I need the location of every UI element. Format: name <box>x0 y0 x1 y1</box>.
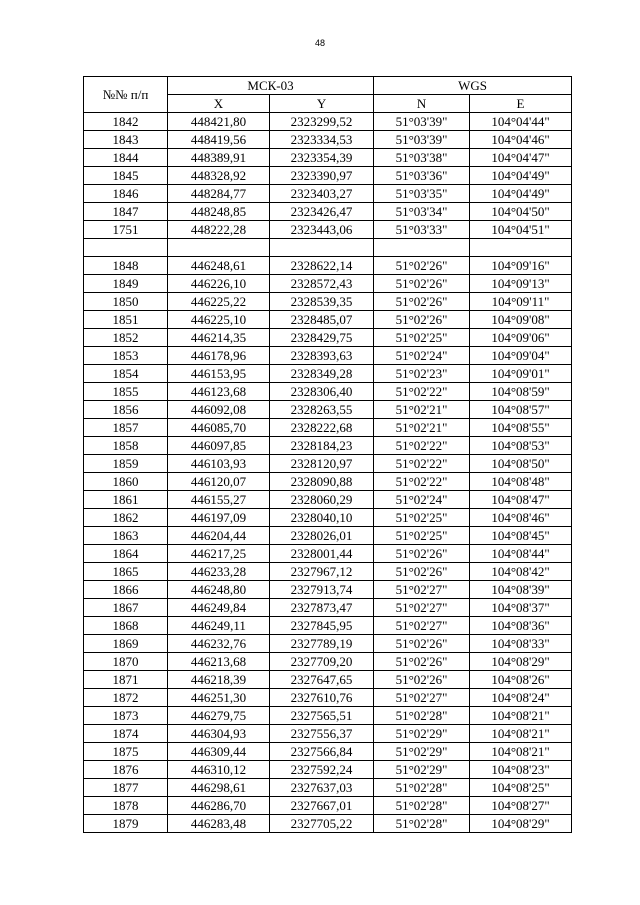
cell-number: 1862 <box>84 509 168 527</box>
coordinates-table <box>83 76 572 833</box>
cell-x: 448222,28 <box>168 221 270 239</box>
cell-n: 51°03'38" <box>374 149 470 167</box>
table-row <box>84 653 572 671</box>
cell-number: 1876 <box>84 761 168 779</box>
table-row <box>84 347 572 365</box>
cell-x <box>168 239 270 257</box>
cell-e: 104°08'23" <box>470 761 572 779</box>
cell-x: 446251,30 <box>168 689 270 707</box>
cell-n: 51°02'28" <box>374 707 470 725</box>
cell-e: 104°08'36" <box>470 617 572 635</box>
cell-e: 104°04'51" <box>470 221 572 239</box>
cell-number: 1873 <box>84 707 168 725</box>
cell-y: 2327610,76 <box>270 689 374 707</box>
cell-y: 2328572,43 <box>270 275 374 293</box>
table-body <box>84 113 572 833</box>
cell-number: 1864 <box>84 545 168 563</box>
cell-number: 1867 <box>84 599 168 617</box>
cell-number: 1857 <box>84 419 168 437</box>
cell-number: 1869 <box>84 635 168 653</box>
table-row <box>84 761 572 779</box>
cell-n: 51°02'22" <box>374 455 470 473</box>
table-row <box>84 545 572 563</box>
cell-y: 2328184,23 <box>270 437 374 455</box>
header-n: N <box>374 95 470 113</box>
table-row <box>84 293 572 311</box>
cell-e: 104°08'47" <box>470 491 572 509</box>
cell-e: 104°08'45" <box>470 527 572 545</box>
cell-y: 2328349,28 <box>270 365 374 383</box>
cell-y: 2327566,84 <box>270 743 374 761</box>
cell-number: 1853 <box>84 347 168 365</box>
cell-x: 446217,25 <box>168 545 270 563</box>
cell-x: 446103,93 <box>168 455 270 473</box>
cell-number: 1865 <box>84 563 168 581</box>
cell-number: 1848 <box>84 257 168 275</box>
cell-number: 1870 <box>84 653 168 671</box>
cell-n: 51°02'28" <box>374 779 470 797</box>
cell-number: 1878 <box>84 797 168 815</box>
cell-n: 51°02'26" <box>374 671 470 689</box>
cell-n: 51°02'25" <box>374 527 470 545</box>
cell-e: 104°04'44" <box>470 113 572 131</box>
cell-number: 1849 <box>84 275 168 293</box>
table-row <box>84 707 572 725</box>
cell-n: 51°03'33" <box>374 221 470 239</box>
cell-e: 104°08'59" <box>470 383 572 401</box>
cell-number: 1868 <box>84 617 168 635</box>
table-row <box>84 581 572 599</box>
cell-x: 446248,80 <box>168 581 270 599</box>
cell-x: 446120,07 <box>168 473 270 491</box>
cell-n: 51°02'27" <box>374 581 470 599</box>
cell-e: 104°09'08" <box>470 311 572 329</box>
cell-e <box>470 239 572 257</box>
cell-e: 104°08'21" <box>470 707 572 725</box>
cell-n: 51°02'24" <box>374 491 470 509</box>
cell-y: 2327789,19 <box>270 635 374 653</box>
cell-n: 51°02'25" <box>374 509 470 527</box>
cell-y: 2323334,53 <box>270 131 374 149</box>
cell-n: 51°03'34" <box>374 203 470 221</box>
cell-n: 51°02'27" <box>374 689 470 707</box>
cell-number: 1843 <box>84 131 168 149</box>
cell-x: 446213,68 <box>168 653 270 671</box>
table-row <box>84 527 572 545</box>
cell-y: 2323403,27 <box>270 185 374 203</box>
cell-e: 104°08'42" <box>470 563 572 581</box>
cell-y: 2328090,88 <box>270 473 374 491</box>
cell-number: 1856 <box>84 401 168 419</box>
table-row <box>84 311 572 329</box>
cell-x: 446249,11 <box>168 617 270 635</box>
cell-n <box>374 239 470 257</box>
table-row <box>84 437 572 455</box>
cell-number: 1858 <box>84 437 168 455</box>
cell-x: 446249,84 <box>168 599 270 617</box>
cell-y: 2327845,95 <box>270 617 374 635</box>
table-row <box>84 797 572 815</box>
cell-number: 1751 <box>84 221 168 239</box>
header-x: X <box>168 95 270 113</box>
page-number: 48 <box>314 38 325 48</box>
table-row <box>84 743 572 761</box>
cell-x: 446309,44 <box>168 743 270 761</box>
cell-n: 51°02'26" <box>374 545 470 563</box>
cell-e: 104°08'46" <box>470 509 572 527</box>
cell-number: 1854 <box>84 365 168 383</box>
cell-e: 104°04'46" <box>470 131 572 149</box>
cell-n: 51°02'26" <box>374 653 470 671</box>
cell-number: 1875 <box>84 743 168 761</box>
cell-n: 51°02'26" <box>374 563 470 581</box>
cell-e: 104°09'11" <box>470 293 572 311</box>
cell-e: 104°08'33" <box>470 635 572 653</box>
cell-n: 51°02'26" <box>374 257 470 275</box>
cell-x: 448389,91 <box>168 149 270 167</box>
cell-x: 446232,76 <box>168 635 270 653</box>
table-row <box>84 365 572 383</box>
cell-n: 51°02'22" <box>374 437 470 455</box>
cell-n: 51°02'26" <box>374 635 470 653</box>
cell-x: 446279,75 <box>168 707 270 725</box>
cell-e: 104°08'29" <box>470 815 572 833</box>
cell-x: 446197,09 <box>168 509 270 527</box>
cell-x: 446085,70 <box>168 419 270 437</box>
cell-n: 51°03'35" <box>374 185 470 203</box>
table-row <box>84 113 572 131</box>
cell-number: 1877 <box>84 779 168 797</box>
cell-n: 51°03'36" <box>374 167 470 185</box>
cell-y: 2323443,06 <box>270 221 374 239</box>
cell-x: 448284,77 <box>168 185 270 203</box>
cell-number: 1852 <box>84 329 168 347</box>
cell-y: 2327967,12 <box>270 563 374 581</box>
cell-e: 104°09'16" <box>470 257 572 275</box>
table-row <box>84 509 572 527</box>
table-row <box>84 563 572 581</box>
cell-y: 2327873,47 <box>270 599 374 617</box>
cell-e: 104°08'24" <box>470 689 572 707</box>
cell-x: 446225,10 <box>168 311 270 329</box>
cell-y: 2328485,07 <box>270 311 374 329</box>
table-row <box>84 401 572 419</box>
cell-n: 51°02'22" <box>374 383 470 401</box>
cell-y: 2328026,01 <box>270 527 374 545</box>
cell-e: 104°08'44" <box>470 545 572 563</box>
table-row <box>84 149 572 167</box>
cell-number: 1866 <box>84 581 168 599</box>
cell-y: 2327556,37 <box>270 725 374 743</box>
cell-y: 2328429,75 <box>270 329 374 347</box>
cell-x: 446298,61 <box>168 779 270 797</box>
cell-x: 446218,39 <box>168 671 270 689</box>
cell-n: 51°02'26" <box>374 293 470 311</box>
cell-x: 446286,70 <box>168 797 270 815</box>
cell-y: 2327705,22 <box>270 815 374 833</box>
cell-x: 446155,27 <box>168 491 270 509</box>
table-row <box>84 635 572 653</box>
cell-x: 446204,44 <box>168 527 270 545</box>
cell-e: 104°09'04" <box>470 347 572 365</box>
cell-x: 446248,61 <box>168 257 270 275</box>
cell-number: 1855 <box>84 383 168 401</box>
table-row <box>84 203 572 221</box>
cell-n: 51°02'25" <box>374 329 470 347</box>
cell-y: 2328622,14 <box>270 257 374 275</box>
cell-y <box>270 239 374 257</box>
cell-number: 1874 <box>84 725 168 743</box>
cell-x: 446214,35 <box>168 329 270 347</box>
cell-n: 51°02'21" <box>374 419 470 437</box>
cell-y: 2328263,55 <box>270 401 374 419</box>
table-row <box>84 689 572 707</box>
cell-number: 1846 <box>84 185 168 203</box>
cell-n: 51°02'28" <box>374 797 470 815</box>
cell-e: 104°08'48" <box>470 473 572 491</box>
cell-x: 448419,56 <box>168 131 270 149</box>
cell-e: 104°08'21" <box>470 743 572 761</box>
cell-y: 2328306,40 <box>270 383 374 401</box>
cell-y: 2328001,44 <box>270 545 374 563</box>
table-row <box>84 239 572 257</box>
cell-e: 104°08'27" <box>470 797 572 815</box>
cell-y: 2327565,51 <box>270 707 374 725</box>
cell-number: 1851 <box>84 311 168 329</box>
table-row <box>84 221 572 239</box>
cell-n: 51°02'29" <box>374 761 470 779</box>
cell-n: 51°02'26" <box>374 275 470 293</box>
table-row <box>84 257 572 275</box>
table-row <box>84 815 572 833</box>
cell-e: 104°08'37" <box>470 599 572 617</box>
cell-y: 2328539,35 <box>270 293 374 311</box>
cell-e: 104°08'26" <box>470 671 572 689</box>
table-row <box>84 329 572 347</box>
cell-number: 1872 <box>84 689 168 707</box>
table-header <box>84 77 572 113</box>
cell-e: 104°04'47" <box>470 149 572 167</box>
cell-e: 104°08'29" <box>470 653 572 671</box>
cell-y: 2328040,10 <box>270 509 374 527</box>
table-row <box>84 185 572 203</box>
cell-e: 104°08'57" <box>470 401 572 419</box>
header-y: Y <box>270 95 374 113</box>
table-row <box>84 473 572 491</box>
cell-y: 2328222,68 <box>270 419 374 437</box>
cell-y: 2323426,47 <box>270 203 374 221</box>
header-msk03: МСК-03 <box>168 77 374 95</box>
cell-number: 1859 <box>84 455 168 473</box>
cell-n: 51°03'39" <box>374 131 470 149</box>
table-row <box>84 491 572 509</box>
cell-n: 51°02'29" <box>374 743 470 761</box>
table-row <box>84 419 572 437</box>
cell-number <box>84 239 168 257</box>
cell-x: 446123,68 <box>168 383 270 401</box>
cell-y: 2327709,20 <box>270 653 374 671</box>
table-row <box>84 131 572 149</box>
cell-n: 51°02'27" <box>374 617 470 635</box>
cell-y: 2327667,01 <box>270 797 374 815</box>
cell-e: 104°09'01" <box>470 365 572 383</box>
cell-y: 2327647,65 <box>270 671 374 689</box>
cell-y: 2328393,63 <box>270 347 374 365</box>
cell-number: 1845 <box>84 167 168 185</box>
cell-n: 51°02'29" <box>374 725 470 743</box>
cell-y: 2323390,97 <box>270 167 374 185</box>
cell-number: 1879 <box>84 815 168 833</box>
table-row <box>84 617 572 635</box>
cell-y: 2327913,74 <box>270 581 374 599</box>
cell-x: 446233,28 <box>168 563 270 581</box>
table-row <box>84 599 572 617</box>
cell-number: 1842 <box>84 113 168 131</box>
cell-e: 104°08'25" <box>470 779 572 797</box>
cell-y: 2327637,03 <box>270 779 374 797</box>
cell-e: 104°08'53" <box>470 437 572 455</box>
cell-x: 446225,22 <box>168 293 270 311</box>
cell-number: 1847 <box>84 203 168 221</box>
cell-x: 448248,85 <box>168 203 270 221</box>
table-row <box>84 455 572 473</box>
cell-x: 448421,80 <box>168 113 270 131</box>
cell-x: 448328,92 <box>168 167 270 185</box>
cell-e: 104°08'39" <box>470 581 572 599</box>
cell-y: 2323299,52 <box>270 113 374 131</box>
cell-x: 446178,96 <box>168 347 270 365</box>
cell-number: 1860 <box>84 473 168 491</box>
cell-e: 104°04'50" <box>470 203 572 221</box>
cell-n: 51°02'24" <box>374 347 470 365</box>
cell-x: 446153,95 <box>168 365 270 383</box>
header-wgs: WGS <box>374 77 572 95</box>
table-row <box>84 671 572 689</box>
cell-y: 2328060,29 <box>270 491 374 509</box>
cell-e: 104°08'21" <box>470 725 572 743</box>
table-row <box>84 275 572 293</box>
cell-x: 446097,85 <box>168 437 270 455</box>
cell-e: 104°04'49" <box>470 185 572 203</box>
cell-e: 104°08'55" <box>470 419 572 437</box>
table-row <box>84 725 572 743</box>
cell-n: 51°02'22" <box>374 473 470 491</box>
cell-e: 104°09'06" <box>470 329 572 347</box>
cell-y: 2327592,24 <box>270 761 374 779</box>
cell-number: 1861 <box>84 491 168 509</box>
cell-n: 51°03'39" <box>374 113 470 131</box>
cell-number: 1844 <box>84 149 168 167</box>
header-e: E <box>470 95 572 113</box>
cell-x: 446283,48 <box>168 815 270 833</box>
cell-x: 446304,93 <box>168 725 270 743</box>
table-row <box>84 779 572 797</box>
cell-number: 1863 <box>84 527 168 545</box>
cell-y: 2323354,39 <box>270 149 374 167</box>
cell-x: 446310,12 <box>168 761 270 779</box>
cell-number: 1850 <box>84 293 168 311</box>
cell-x: 446226,10 <box>168 275 270 293</box>
cell-n: 51°02'23" <box>374 365 470 383</box>
cell-n: 51°02'27" <box>374 599 470 617</box>
table-row <box>84 167 572 185</box>
cell-n: 51°02'21" <box>374 401 470 419</box>
cell-y: 2328120,97 <box>270 455 374 473</box>
cell-n: 51°02'28" <box>374 815 470 833</box>
cell-e: 104°09'13" <box>470 275 572 293</box>
cell-x: 446092,08 <box>168 401 270 419</box>
header-number: №№ п/п <box>84 77 168 113</box>
cell-e: 104°04'49" <box>470 167 572 185</box>
cell-number: 1871 <box>84 671 168 689</box>
cell-e: 104°08'50" <box>470 455 572 473</box>
table-row <box>84 383 572 401</box>
cell-n: 51°02'26" <box>374 311 470 329</box>
